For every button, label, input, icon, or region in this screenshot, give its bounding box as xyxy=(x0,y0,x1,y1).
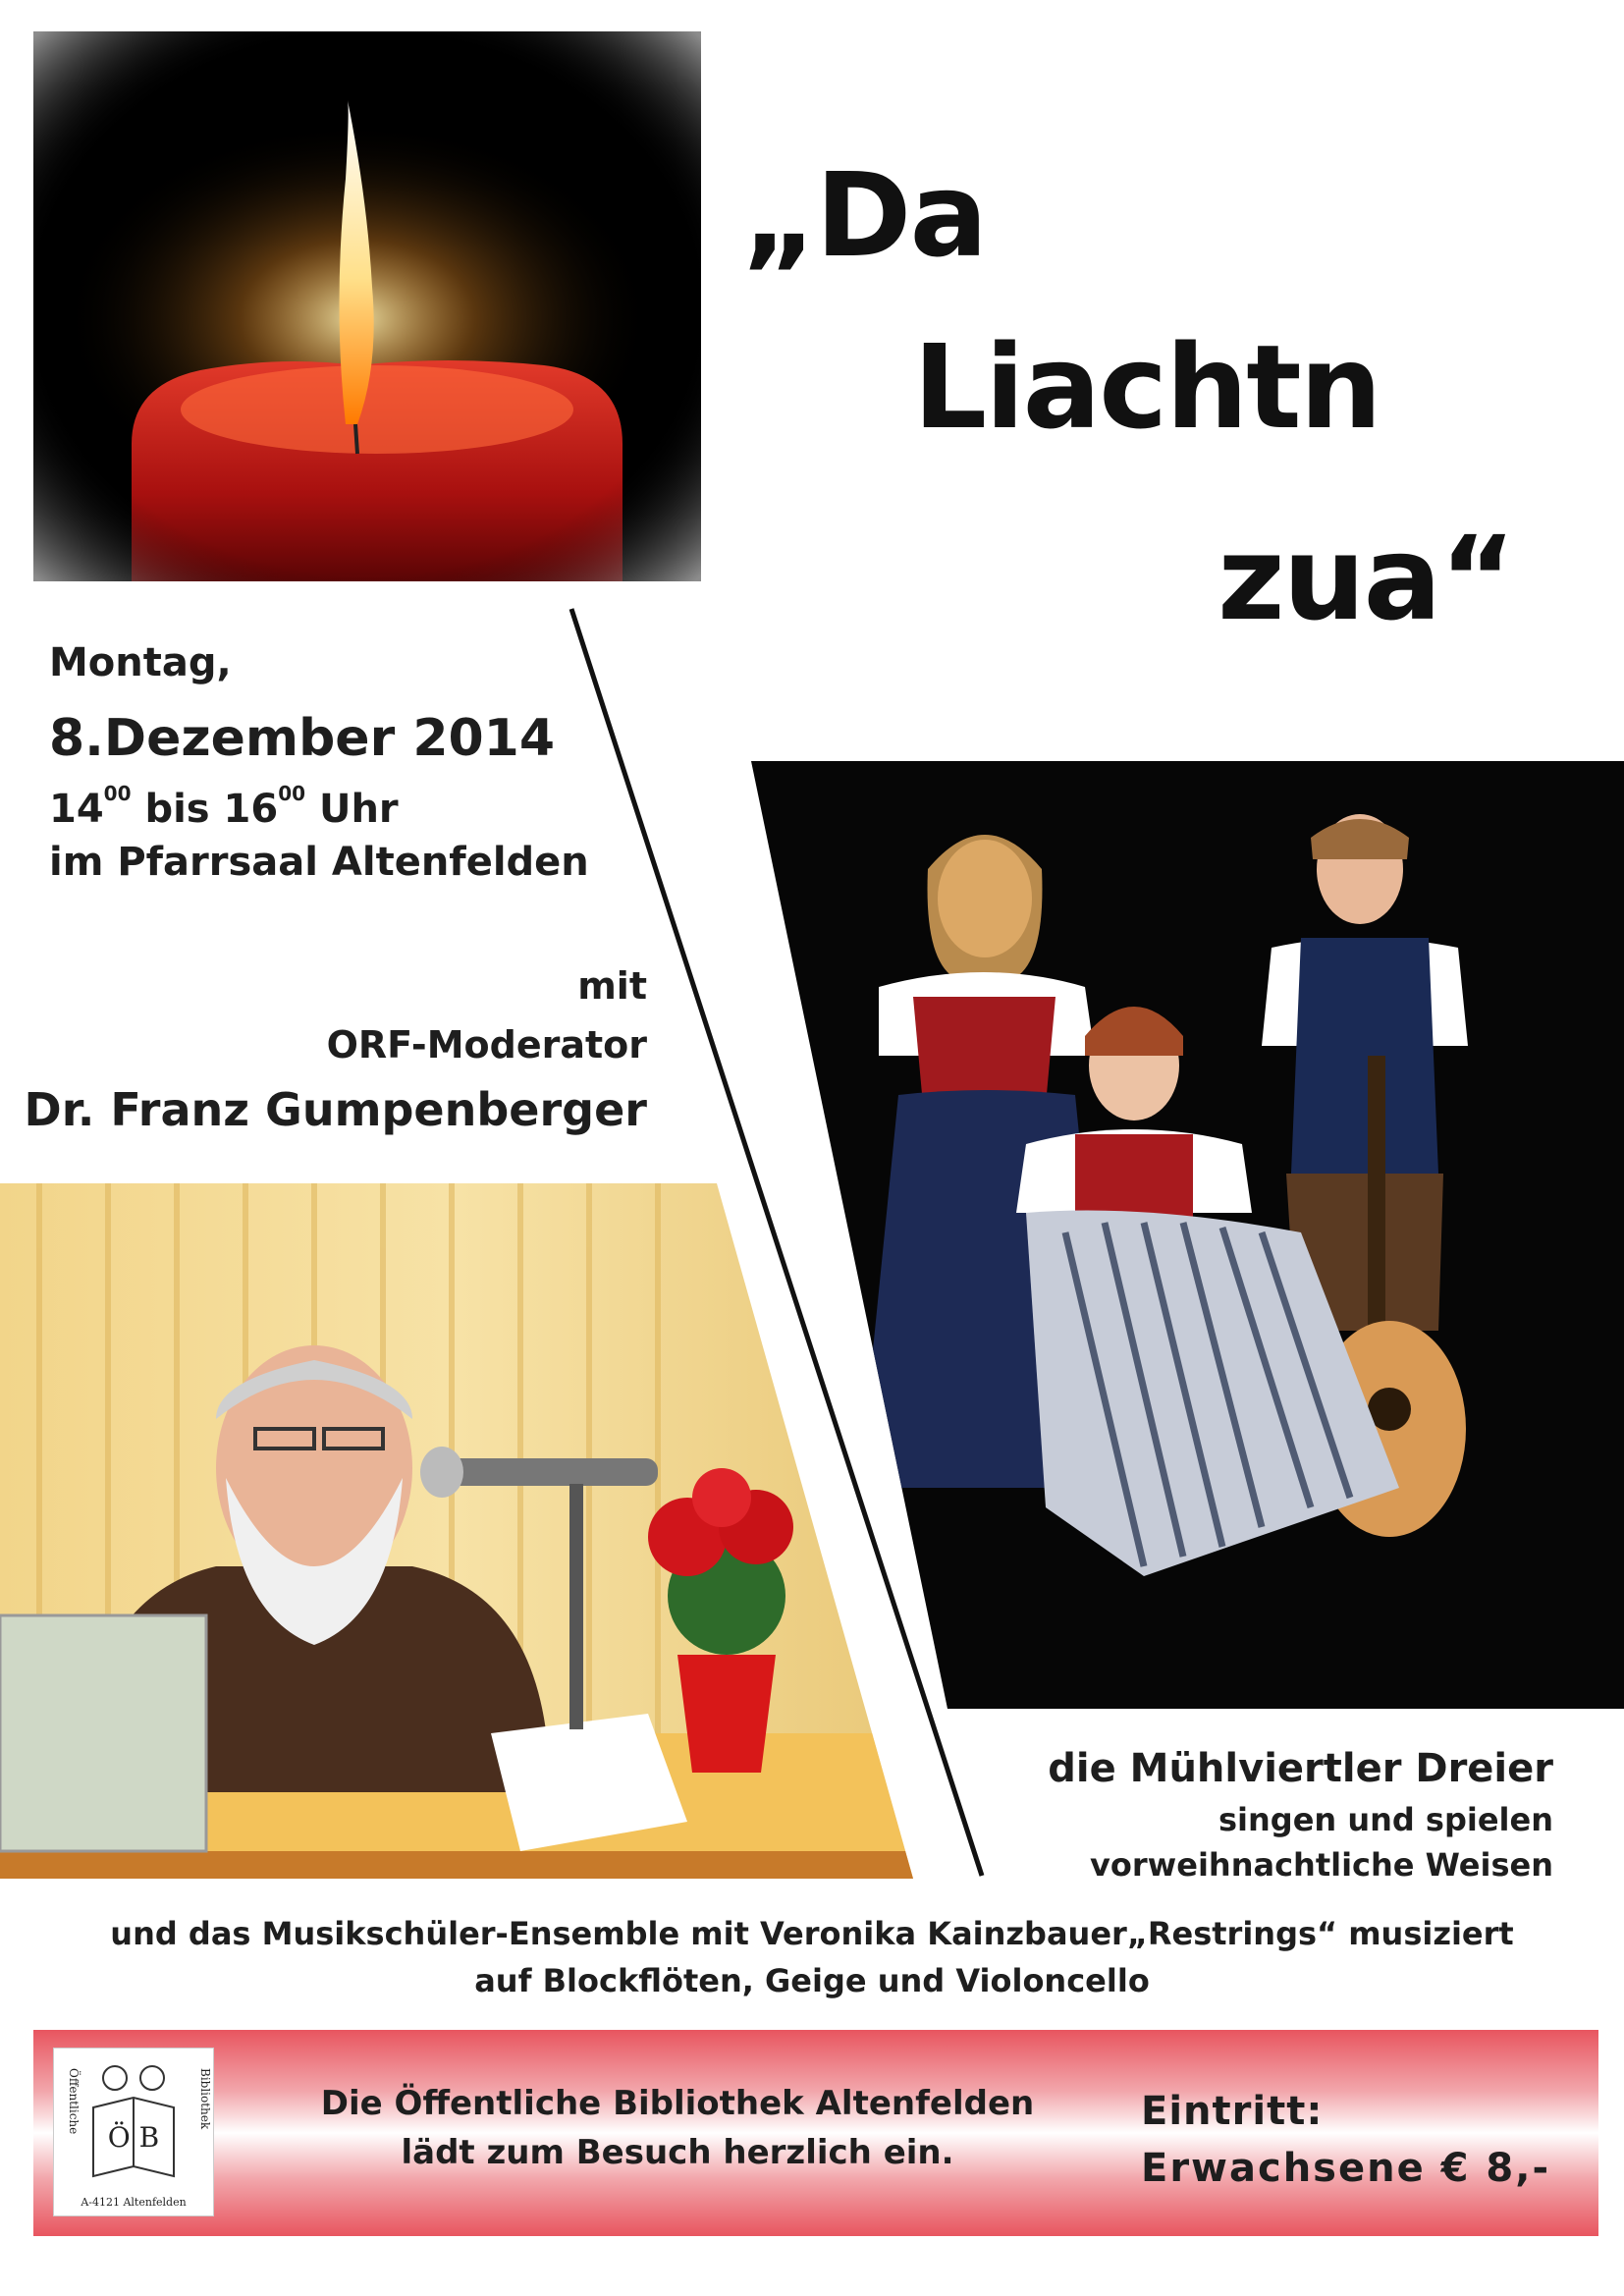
admission-label: Eintritt: xyxy=(1141,2089,1324,2134)
group-name: die Mühlviertler Dreier xyxy=(1048,1746,1553,1791)
ensemble-line-2: auf Blockflöten, Geige und Violoncello xyxy=(474,1962,1150,1999)
ensemble-line-1: und das Musikschüler-Ensemble mit Veronika Kainzbauer„Restrings“ musiziert xyxy=(110,1915,1514,1952)
moderator-intro: mit xyxy=(577,964,647,1008)
title-line-3: zua“ xyxy=(1218,511,1514,646)
svg-text:Ö B: Ö B xyxy=(107,2121,160,2154)
library-logo xyxy=(53,2048,214,2216)
event-time: $14^{00}$ bis $16^{00}$ Uhr xyxy=(49,782,399,832)
group-desc-line-1: singen und spielen xyxy=(1218,1801,1553,1838)
moderator-name: Dr. Franz Gumpenberger xyxy=(24,1083,647,1136)
event-place: im Pfarrsaal Altenfelden xyxy=(49,840,589,885)
title-line-2: Liachtn xyxy=(913,319,1380,455)
event-date: 8.Dezember 2014 xyxy=(49,709,556,768)
event-day: Montag, xyxy=(49,640,232,685)
svg-text:A-4121 Altenfelden: A-4121 Altenfelden xyxy=(81,2196,187,2209)
library-invite-line-2: lädt zum Besuch herzlich ein. xyxy=(401,2133,954,2172)
group-photo xyxy=(751,761,1624,1709)
title-line-1: „Da xyxy=(741,147,987,283)
admission-price: Erwachsene € 8,- xyxy=(1141,2146,1551,2191)
svg-text:Öffentliche: Öffentliche xyxy=(67,2068,81,2135)
group-desc-line-2: vorweihnachtliche Weisen xyxy=(1090,1846,1553,1884)
moderator-role: ORF-Moderator xyxy=(326,1023,647,1066)
library-invite-line-1: Die Öffentliche Bibliothek Altenfelden xyxy=(320,2084,1035,2123)
svg-text:Bibliothek: Bibliothek xyxy=(198,2068,212,2130)
